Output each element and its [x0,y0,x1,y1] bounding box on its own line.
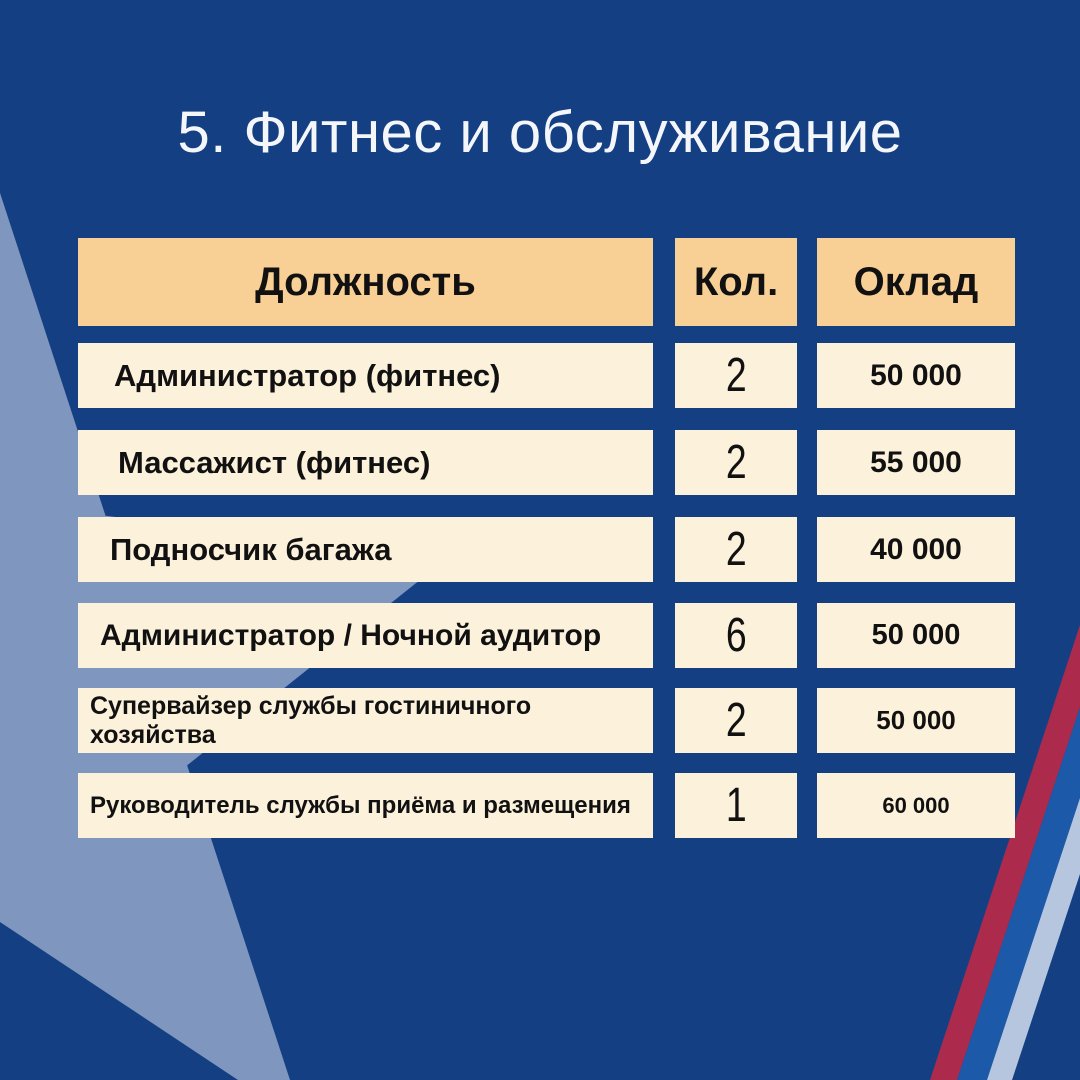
salary-cell: 55 000 [817,430,1015,495]
table-row [78,773,1015,838]
qty-cell: 2 [675,430,797,495]
qty-cell: 1 [675,773,797,838]
salary-cell: 60 000 [817,773,1015,838]
page-title: 5. Фитнес и обслуживание [177,100,903,165]
position-cell: Администратор (фитнес) [78,343,653,408]
header-cell-position: Должность [78,238,653,326]
salary-cell: 50 000 [817,688,1015,753]
qty-cell: 6 [675,603,797,668]
position-cell: Подносчик багажа [78,517,653,582]
salary-cell: 40 000 [817,517,1015,582]
salary-cell: 50 000 [817,343,1015,408]
table-header-row [78,238,1015,326]
position-cell: Администратор / Ночной аудитор [78,603,653,668]
position-cell: Супервайзер службы гостиничного хозяйства [78,688,653,753]
header-cell-salary: Оклад [817,238,1015,326]
table-row [78,430,1015,495]
header-cell-qty: Кол. [675,238,797,326]
position-cell: Руководитель службы приёма и размещения [78,773,653,838]
salary-cell: 50 000 [817,603,1015,668]
position-cell: Массажист (фитнес) [78,430,653,495]
table-row [78,688,1015,753]
qty-cell: 2 [675,343,797,408]
qty-cell: 2 [675,517,797,582]
table-row [78,517,1015,582]
table-row [78,343,1015,408]
qty-cell: 2 [675,688,797,753]
table-row [78,603,1015,668]
